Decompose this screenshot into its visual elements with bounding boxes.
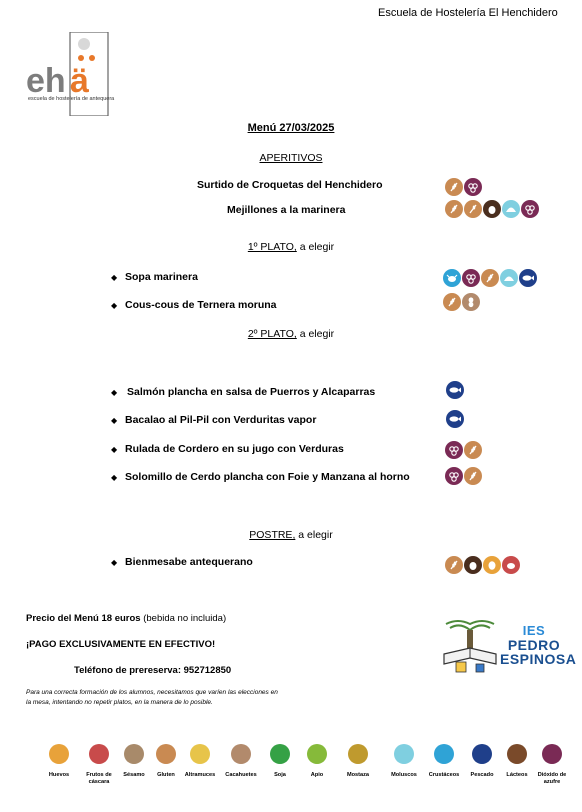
crab-icon [434,744,454,764]
legend-label: Pescado [470,772,494,778]
shell-icon [394,744,414,764]
ies-line2: PEDRO [507,637,561,653]
legend-label: Dióxido de azufre [537,772,567,785]
allergen-icons [445,467,482,485]
bullet-icon: ◆ [111,473,118,482]
dish-couscous: Cous-cous de Ternera moruna [125,299,277,311]
phone-line: Teléfono de prereserva: 952712850 [74,665,232,676]
legend-label: Apio [310,772,324,778]
dish-bienmesabe: Bienmesabe antequerano [125,556,253,568]
legend-item [259,744,301,779]
allergen-icons [446,410,464,428]
gluten-icon [464,441,482,459]
bullet-icon: ◆ [111,388,118,397]
legend-label: Huevos [48,772,70,778]
legend-label: Frutos de cáscara [86,772,112,785]
dish-sopa: Sopa marinera [125,271,198,283]
allergen-icons [445,200,539,218]
legend-label: Moluscos [391,772,417,778]
frutos-cascara-icon [464,556,482,574]
postre-heading: POSTRE, a elegir [249,529,333,541]
ies-line3: ESPINOSA [500,651,577,667]
celery-icon [307,744,327,764]
milk-icon [507,744,527,764]
sesame-icon [124,744,144,764]
school-name: Escuela de Hostelería El Henchidero [378,7,558,19]
pescado-icon [519,269,537,287]
legend-item [531,744,573,786]
gluten-icon [445,178,463,196]
allergen-icons [445,178,482,196]
dish-solomillo: Solomillo de Cerdo plancha con Foie y Manzana al horno [125,471,410,483]
logo-caption: escuela de hostelería de antequera [28,96,115,102]
segundo-heading: 2º PLATO, a elegir [247,328,335,340]
ies-logo [440,618,577,674]
ies-line1: IES [522,623,546,638]
allergen-icons [443,293,480,311]
price-line: Precio del Menú 18 euros (bebida no incluida) [26,613,227,624]
crustaceos-red-icon [502,556,520,574]
menu-title: Menú 27/03/2025 [247,122,335,134]
moluscos-icon [500,269,518,287]
legend-label: Lácteos [506,772,528,778]
lupin-icon [190,744,210,764]
bullet-icon: ◆ [111,416,118,425]
school-logo [26,32,136,116]
bullet-icon: ◆ [111,558,118,567]
legend-item [383,744,425,779]
bullet-icon: ◆ [111,445,118,454]
legend-label: Mostaza [346,772,370,778]
peanut-icon [231,744,251,764]
bullet-icon: ◆ [111,301,118,310]
legend-item [220,744,262,779]
lacteos-icon [462,269,480,287]
allergen-icons [445,441,482,459]
mustard-icon [348,744,368,764]
legend-item [38,744,80,779]
moluscos-icon [502,200,520,218]
svg-text:eh: eh [26,62,66,100]
legend-label: Gluten [157,772,175,778]
huevos-icon [483,556,501,574]
allergen-icons [446,381,464,399]
allergen-icons [443,269,537,287]
dioxido-azufre-icon [445,467,463,485]
wheat-icon [156,744,176,764]
dioxido-azufre-icon [445,441,463,459]
legend-item [179,744,221,779]
legend-item [423,744,465,779]
svg-text:ä: ä [70,62,89,100]
selection-note: Para una correcta formación de los alumnos, necesitamos que varíen las elecciones en la mesa, intentando no repetir platos, en la manera de lo posible. [26,689,278,706]
allergen-icons [445,556,520,574]
legend-label: Altramuces [184,772,216,778]
legend-label: Soja [274,772,286,778]
soy-icon [270,744,290,764]
dish-mejillones: Mejillones a la marinera [227,204,346,216]
altramuces-icon [464,200,482,218]
gluten-icon [445,200,463,218]
gluten-icon [443,293,461,311]
dish-salmon: Salmón plancha en salsa de Puerros y Alcaparras [127,386,376,398]
bullet-icon: ◆ [111,273,118,282]
legend-item [337,744,379,779]
legend-item [296,744,338,779]
crustaceos-icon [443,269,461,287]
pescado-icon [446,381,464,399]
legend-label: Crustáceos [428,772,460,778]
gluten-icon [445,556,463,574]
pescado-icon [446,410,464,428]
gluten-icon [481,269,499,287]
fish-icon [472,744,492,764]
dioxido-azufre-icon [521,200,539,218]
egg-icon [49,744,69,764]
primero-heading: 1º PLATO, a elegir [247,241,335,253]
dish-bacalao: Bacalao al Pil-Pil con Verduritas vapor [125,414,317,426]
frutos-cascara-icon [483,200,501,218]
gluten-icon [464,467,482,485]
payment-note: ¡PAGO EXCLUSIVAMENTE EN EFECTIVO! [26,639,216,650]
legend-label: Cacahuetes [225,772,257,778]
cacahuetes-icon [462,293,480,311]
sulphite-icon [542,744,562,764]
dish-croquetas: Surtido de Croquetas del Henchidero [197,179,383,191]
legend-label: Sésamo [123,772,145,778]
aperitivos-heading: APERITIVOS [259,152,323,164]
nut-icon [89,744,109,764]
dish-rulada: Rulada de Cordero en su jugo con Verduras [125,443,344,455]
lacteos-icon [464,178,482,196]
